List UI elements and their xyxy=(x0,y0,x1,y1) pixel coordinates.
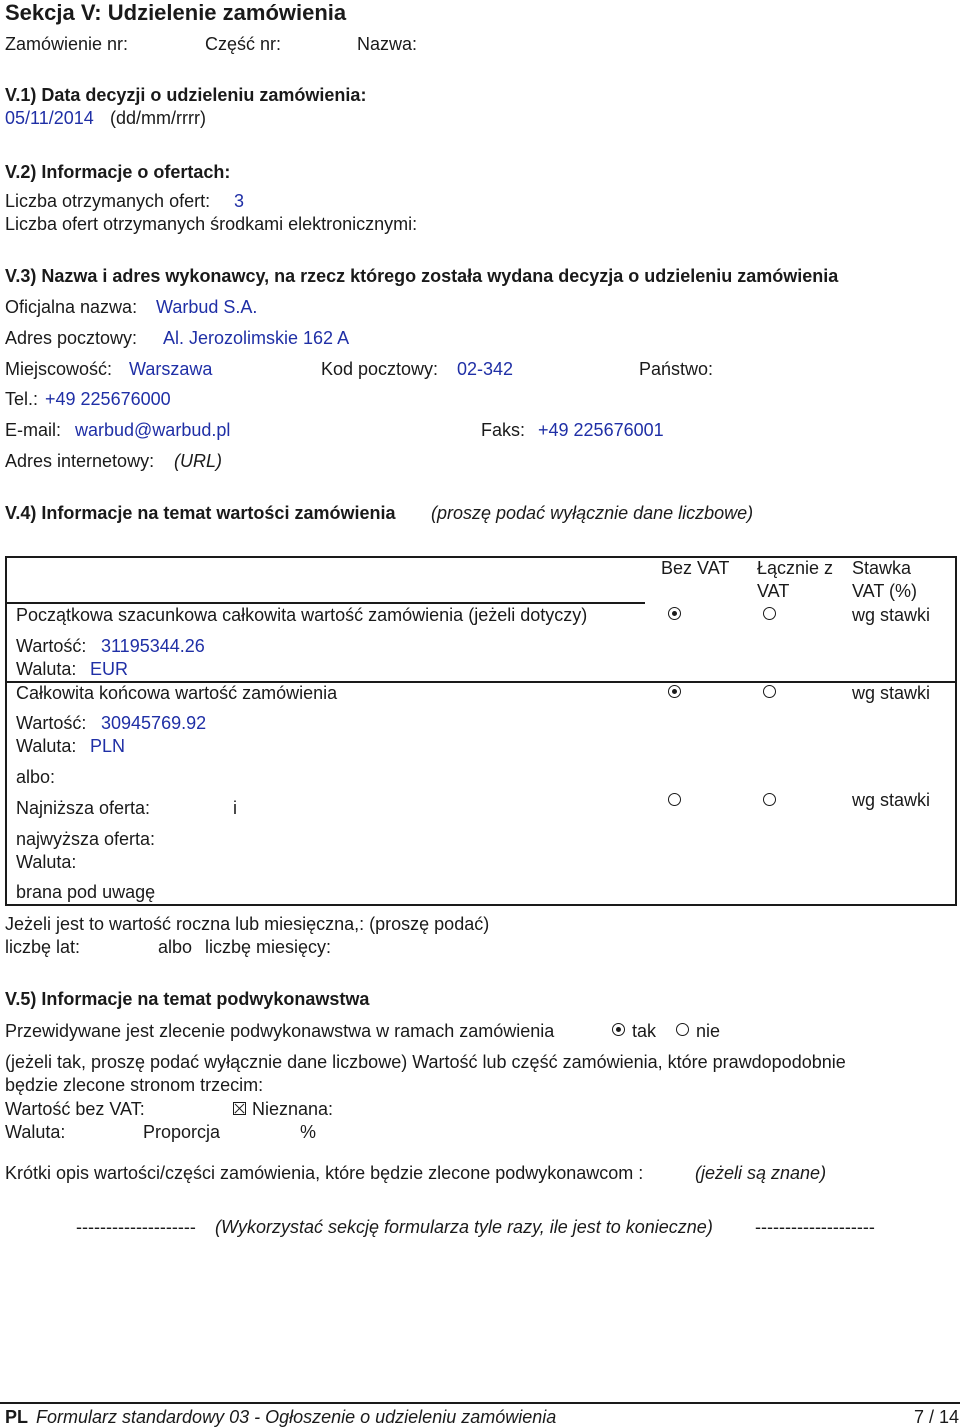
percent-label: % xyxy=(300,1122,317,1142)
final-currency-label: Waluta: xyxy=(16,736,77,756)
final-currency-value: PLN xyxy=(90,736,126,756)
final-lacznie-vat-radio[interactable] xyxy=(763,685,776,698)
initial-vat-rate: wg stawki xyxy=(852,605,931,625)
highest-offer-label: najwyższa oferta: xyxy=(16,829,156,849)
col-stawka-2: VAT (%) xyxy=(852,581,918,601)
city-label: Miejscowość: xyxy=(5,359,113,379)
order-number-label: Zamówienie nr: xyxy=(5,34,129,54)
range-bez-vat-radio[interactable] xyxy=(668,793,681,806)
decision-date: 05/11/2014 xyxy=(5,108,94,128)
range-currency-label: Waluta: xyxy=(16,852,77,872)
v4-heading: V.4) Informacje na temat wartości zamówienia xyxy=(5,503,396,523)
repeat-note-text: (Wykorzystać sekcję formularza tyle razy, ile jest to konieczne) xyxy=(215,1217,713,1237)
footer-page-number: 7 / 14 xyxy=(914,1407,960,1427)
subcontract-note-1: (jeżeli tak, proszę podać wyłącznie dane liczbowe) Wartość lub część zamówienia, które prawdopodobnie xyxy=(5,1052,846,1072)
date-format: (dd/mm/rrrr) xyxy=(110,108,206,128)
footer-lang: PL xyxy=(5,1407,29,1427)
repeat-dashes-right: -------------------- xyxy=(755,1217,875,1237)
postcode-value: 02-342 xyxy=(457,359,514,379)
official-name-value: Warbud S.A. xyxy=(156,297,258,317)
tel-value: +49 225676000 xyxy=(45,389,171,409)
initial-amount-label: Wartość: xyxy=(16,636,87,656)
final-vat-rate: wg stawki xyxy=(852,683,931,703)
initial-currency-label: Waluta: xyxy=(16,659,77,679)
subcontract-desc-label: Krótki opis wartości/części zamówienia, które będzie zlecone podwykonawcom : xyxy=(5,1163,644,1183)
offers-received-value: 3 xyxy=(234,191,245,211)
email-label: E-mail: xyxy=(5,420,62,440)
web-label: Adres internetowy: xyxy=(5,451,155,471)
offers-electronic-label: Liczba ofert otrzymanych środkami elektronicznymi: xyxy=(5,214,418,234)
v5-heading: V.5) Informacje na temat podwykonawstwa xyxy=(5,989,370,1009)
col-lacznie-1: Łącznie z xyxy=(757,558,834,578)
country-label: Państwo: xyxy=(639,359,714,379)
address-label: Adres pocztowy: xyxy=(5,328,138,348)
proportion-label: Proporcja xyxy=(143,1122,221,1142)
months-label: liczbę miesięcy: xyxy=(205,937,332,957)
address-value: Al. Jerozolimskie 162 A xyxy=(163,328,350,348)
postcode-label: Kod pocztowy: xyxy=(321,359,439,379)
or-label: albo xyxy=(158,937,193,957)
initial-value-label: Początkowa szacunkowa całkowita wartość zamówienia (jeżeli dotyczy) xyxy=(16,605,588,625)
subcontract-yes-label: tak xyxy=(632,1021,657,1041)
subcontract-desc-note: (jeżeli są znane) xyxy=(695,1163,827,1183)
v4-heading-note: (proszę podać wyłącznie dane liczbowe) xyxy=(431,503,754,523)
initial-currency-value: EUR xyxy=(90,659,129,679)
initial-amount-value: 31195344.26 xyxy=(101,636,205,656)
final-bez-vat-radio[interactable] xyxy=(668,685,681,698)
annual-note: Jeżeli jest to wartość roczna lub miesięczna,: (proszę podać) xyxy=(5,914,490,934)
footer-divider xyxy=(0,1402,960,1404)
albo-label: albo: xyxy=(16,767,56,787)
web-value: (URL) xyxy=(174,451,222,471)
subcontract-note-2: będzie zlecone stronom trzecim: xyxy=(5,1075,264,1095)
repeat-dashes-left: -------------------- xyxy=(76,1217,196,1237)
final-value-label: Całkowita końcowa wartość zamówienia xyxy=(16,683,338,703)
footer-form-title: Formularz standardowy 03 - Ogłoszenie o udzieleniu zamówienia xyxy=(36,1407,557,1427)
range-vat-rate: wg stawki xyxy=(852,790,931,810)
v1-heading: V.1) Data decyzji o udzieleniu zamówienia: xyxy=(5,85,367,105)
col-lacznie-2: VAT xyxy=(757,581,790,601)
v2-heading: V.2) Informacje o ofertach: xyxy=(5,162,231,182)
name-label: Nazwa: xyxy=(357,34,418,54)
official-name-label: Oficjalna nazwa: xyxy=(5,297,138,317)
col-bez-vat: Bez VAT xyxy=(661,558,730,578)
section-title: Sekcja V: Udzielenie zamówienia xyxy=(5,0,347,25)
lowest-offer-label: Najniższa oferta: xyxy=(16,798,151,818)
fax-value: +49 225676001 xyxy=(538,420,664,440)
subcontract-no-label: nie xyxy=(696,1021,721,1041)
city-value: Warszawa xyxy=(129,359,213,379)
considered-label: brana pod uwagę xyxy=(16,882,156,902)
and-label: i xyxy=(233,798,237,818)
email-value: warbud@warbud.pl xyxy=(75,420,231,440)
unknown-label: Nieznana: xyxy=(252,1099,334,1119)
initial-bez-vat-radio[interactable] xyxy=(668,607,681,620)
years-label: liczbę lat: xyxy=(5,937,81,957)
col-stawka-1: Stawka xyxy=(852,558,912,578)
subcontract-yes-radio[interactable] xyxy=(612,1023,625,1036)
subcontract-no-radio[interactable] xyxy=(676,1023,689,1036)
tel-label: Tel.: xyxy=(5,389,39,409)
initial-lacznie-vat-radio[interactable] xyxy=(763,607,776,620)
offers-received-label: Liczba otrzymanych ofert: xyxy=(5,191,211,211)
subcontract-question: Przewidywane jest zlecenie podwykonawstwa w ramach zamówienia xyxy=(5,1021,555,1041)
fax-label: Faks: xyxy=(481,420,526,440)
final-amount-label: Wartość: xyxy=(16,713,87,733)
v3-heading: V.3) Nazwa i adres wykonawcy, na rzecz którego została wydana decyzja o udzieleniu zamówienia xyxy=(5,266,839,286)
range-lacznie-vat-radio[interactable] xyxy=(763,793,776,806)
subcontract-value-label: Wartość bez VAT: xyxy=(5,1099,145,1119)
final-amount-value: 30945769.92 xyxy=(101,713,207,733)
part-number-label: Część nr: xyxy=(205,34,282,54)
subcontract-currency-label: Waluta: xyxy=(5,1122,66,1142)
unknown-checkbox[interactable] xyxy=(233,1102,246,1115)
